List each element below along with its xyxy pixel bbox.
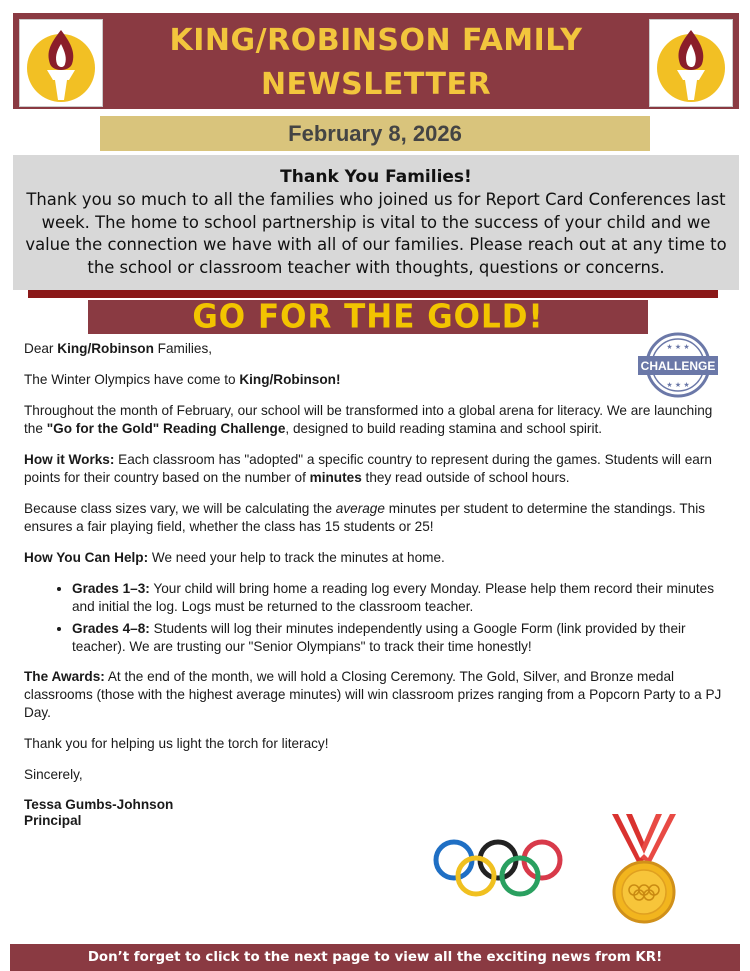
letter-body bbox=[24, 340, 730, 829]
thank-you-heading: Thank You Families! bbox=[280, 167, 472, 187]
newsletter-header bbox=[13, 13, 739, 109]
newsletter-title bbox=[113, 19, 639, 107]
average-paragraph: Because class sizes vary, we will be calculating the average minutes per student to determine the standings. This ensures a fair playing field, whether the class has 15 students or 25! bbox=[24, 501, 706, 534]
list-item: • Grades 4–8: Students will log their minutes independently using a Google Form (link provided by their teacher). We are trusting our "Senior Olympians" to track their time honestly! bbox=[72, 620, 730, 656]
thank-you-section bbox=[13, 155, 739, 290]
how-it-works-paragraph: How it Works: Each classroom has "adopted" a specific country to represent during the games. Students will earn points for their country based on the number of minutes they read outside of school hours. bbox=[24, 452, 712, 485]
newsletter-date: February 8, 2026 bbox=[100, 116, 650, 151]
greeting: Dear King/Robinson Families, bbox=[24, 341, 213, 356]
intro: The Winter Olympics have come to King/Robinson! bbox=[24, 372, 341, 387]
list-item: • Grades 1–3: Your child will bring home a reading log every Monday. Please help them record their minutes and initial the log. Logs must be returned to the classroom teacher. bbox=[72, 580, 730, 616]
svg-text:★ ★ ★: ★ ★ ★ bbox=[666, 343, 690, 351]
how-you-can-help-paragraph: How You Can Help: We need your help to track the minutes at home. bbox=[24, 550, 445, 565]
torch-icon bbox=[650, 20, 732, 106]
footer-banner: Don’t forget to click to the next page to view all the exciting news from KR! bbox=[10, 944, 740, 971]
thank-you-body: Thank you so much to all the families who joined us for Report Card Conferences last week. The home to school partnership is vital to the success of your child and we value the connection we have with all of our families. Please reach out at any time to the school or classroom teacher with thoughts, questions or concerns. bbox=[25, 190, 727, 277]
title-line-1: KING/ROBINSON FAMILY bbox=[169, 23, 583, 58]
title-line-2: NEWSLETTER bbox=[260, 67, 492, 102]
svg-text:★ ★ ★: ★ ★ ★ bbox=[666, 381, 690, 389]
go-for-gold-banner bbox=[88, 300, 648, 334]
torch-logo-left bbox=[19, 19, 103, 107]
torch-icon bbox=[20, 20, 102, 106]
grades-list bbox=[24, 580, 730, 656]
torch-logo-right bbox=[649, 19, 733, 107]
badge-text: CHALLENGE bbox=[640, 359, 716, 373]
olympic-rings-icon bbox=[430, 836, 570, 898]
closing-line: Thank you for helping us light the torch for literacy! bbox=[24, 736, 329, 751]
signer-title: Principal bbox=[24, 813, 82, 828]
signoff: Sincerely, bbox=[24, 767, 83, 782]
divider bbox=[28, 290, 718, 298]
banner-text: GO FOR THE GOLD! bbox=[192, 298, 544, 336]
gold-medal-icon bbox=[604, 808, 684, 926]
challenge-paragraph: Throughout the month of February, our school will be transformed into a global arena for literacy. We are launching the "Go for the Gold" Reading Challenge, designed to build reading stamina and school spirit. bbox=[24, 403, 713, 436]
awards-paragraph: The Awards: At the end of the month, we will hold a Closing Ceremony. The Gold, Silver, and Bronze medal classrooms (those with the highest average minutes) will win classroom prizes ranging from a Popcorn Party to a PJ Day. bbox=[24, 669, 722, 720]
signer-name: Tessa Gumbs-Johnson bbox=[24, 797, 174, 812]
